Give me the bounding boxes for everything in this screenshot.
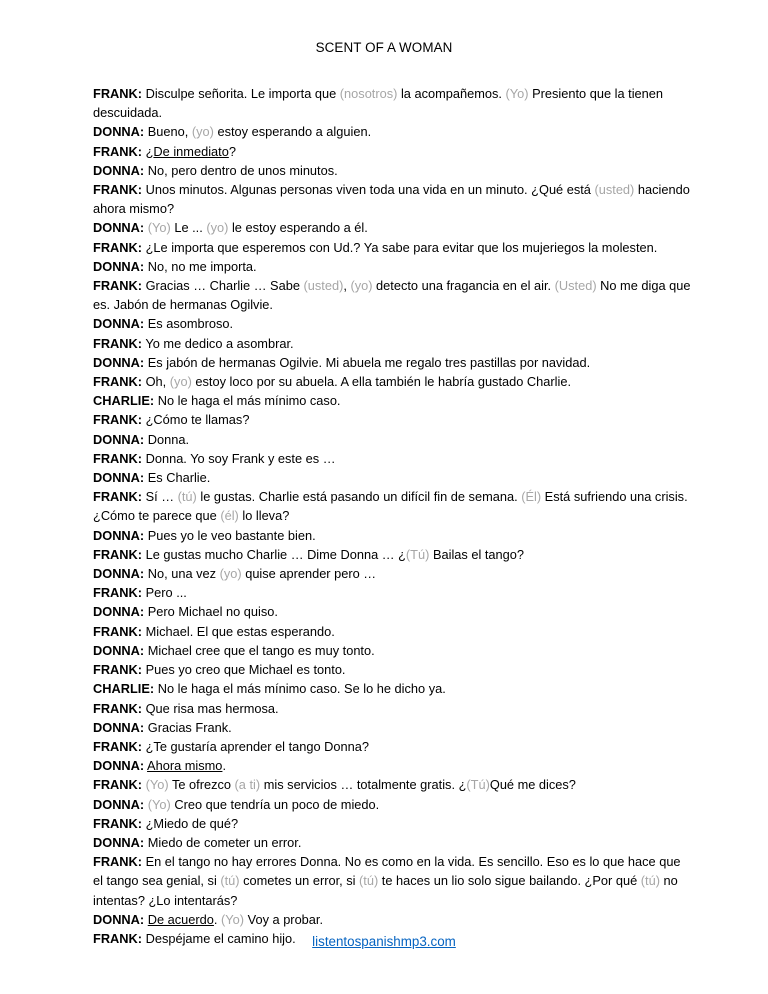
speaker-label: DONNA: — [93, 911, 145, 927]
line-text: No me diga que es. Jabón de hermanas Ogilvie. — [93, 278, 691, 313]
line-text: Bueno, — [144, 124, 192, 140]
pronoun-hint: (Yo) — [147, 796, 171, 812]
pronoun-hint: (yo) — [206, 220, 229, 236]
pronoun-hint: (Usted) — [554, 278, 597, 294]
line-text: Miedo de cometer un error. — [144, 834, 302, 850]
speaker-label: DONNA: — [93, 220, 145, 236]
dialogue-line — [93, 410, 693, 429]
speaker-label: DONNA: — [93, 796, 145, 812]
dialogue-line — [93, 276, 693, 314]
dialogue-line — [93, 564, 693, 583]
line-text: Michael cree que el tango es muy tonto. — [144, 642, 375, 658]
line-text: En el tango no hay errores Donna. No es como en la vida. Es sencillo. Eso es lo que hace que el tango sea genial, si — [93, 854, 681, 889]
dialogue-line — [93, 699, 693, 718]
line-text: ¿Le importa que esperemos con Ud.? Ya sabe para evitar que los mujeriegos la molesten. — [142, 239, 658, 255]
speaker-label: FRANK: — [93, 623, 143, 639]
speaker-label: DONNA: — [93, 719, 145, 735]
line-text: No, no me importa. — [144, 258, 257, 274]
line-text: Oh, — [142, 374, 170, 390]
line-text: ¿Te gustaría aprender el tango Donna? — [142, 738, 369, 754]
dialogue-line — [93, 449, 693, 468]
dialogue-line — [93, 353, 693, 372]
speaker-label: DONNA: — [93, 527, 145, 543]
line-text: le estoy esperando a él. — [228, 220, 368, 236]
line-text: Es asombroso. — [144, 316, 234, 332]
line-text: Es Charlie. — [144, 470, 211, 486]
line-text: Pero ... — [142, 585, 187, 601]
speaker-label: FRANK: — [93, 815, 143, 831]
speaker-label: FRANK: — [93, 546, 143, 562]
dialogue-line — [93, 142, 693, 161]
speaker-label: FRANK: — [93, 489, 143, 505]
line-text: No le haga el más mínimo caso. — [154, 393, 341, 409]
line-text: Despéjame el camino hijo. — [142, 930, 296, 946]
dialogue-line — [93, 756, 693, 775]
pronoun-hint: (tú) — [220, 873, 240, 889]
underlined-phrase: De inmediato — [153, 143, 229, 159]
pronoun-hint: (a ti) — [234, 777, 261, 793]
speaker-label: CHARLIE: — [93, 393, 155, 409]
line-text: Creo que tendría un poco de miedo. — [170, 796, 380, 812]
dialogue-line — [93, 257, 693, 276]
pronoun-hint: (tú) — [640, 873, 660, 889]
pronoun-hint: (Yo) — [145, 777, 169, 793]
pronoun-hint: (tú) — [359, 873, 379, 889]
pronoun-hint: (yo) — [169, 374, 192, 390]
dialogue-line — [93, 468, 693, 487]
dialogue-line — [93, 660, 693, 679]
speaker-label: FRANK: — [93, 738, 143, 754]
speaker-label: DONNA: — [93, 258, 145, 274]
speaker-label: FRANK: — [93, 239, 143, 255]
pronoun-hint: (Yo) — [505, 86, 529, 101]
line-text: ¿Miedo de qué? — [142, 815, 239, 831]
line-text: Voy a probar. — [244, 911, 324, 927]
line-text: Te ofrezco — [168, 777, 235, 793]
dialogue-line — [93, 334, 693, 353]
dialogue-line — [93, 775, 693, 794]
pronoun-hint: (Él) — [521, 489, 542, 505]
dialogue-line — [93, 641, 693, 660]
line-text: . — [222, 758, 226, 774]
speaker-label: DONNA: — [93, 834, 145, 850]
speaker-label: DONNA: — [93, 316, 145, 332]
line-text: Disculpe señorita. Le importa que — [142, 86, 340, 101]
dialogue-line — [93, 737, 693, 756]
dialogue-line — [93, 814, 693, 833]
line-text: haciendo ahora mismo? — [93, 182, 690, 217]
pronoun-hint: (usted) — [303, 278, 344, 294]
speaker-label: FRANK: — [93, 930, 143, 946]
line-text: Pero Michael no quiso. — [144, 604, 278, 620]
line-text: quise aprender pero … — [241, 566, 377, 582]
speaker-label: DONNA: — [93, 354, 145, 370]
speaker-label: FRANK: — [93, 335, 143, 351]
speaker-label: FRANK: — [93, 777, 143, 793]
pronoun-hint: (yo) — [191, 124, 214, 140]
dialogue-line — [93, 910, 693, 929]
line-text: , — [343, 278, 351, 294]
line-text: No, una vez — [144, 566, 220, 582]
dialogue-line — [93, 583, 693, 602]
footer-link[interactable]: listentospanishmp3.com — [312, 934, 456, 949]
speaker-label: CHARLIE: — [93, 681, 155, 697]
line-text: Yo me dedico a asombrar. — [142, 335, 294, 351]
line-text: detecto una fragancia en el air. — [372, 278, 555, 294]
speaker-label: DONNA: — [93, 566, 145, 582]
pronoun-hint: (tú) — [177, 489, 197, 505]
dialogue-line — [93, 122, 693, 141]
dialogue-body — [93, 84, 693, 948]
line-text: Pues yo le veo bastante bien. — [144, 527, 316, 543]
line-text: le gustas. Charlie está pasando un difícil fin de semana. — [196, 489, 522, 505]
line-text: Qué me dices? — [489, 777, 576, 793]
speaker-label: FRANK: — [93, 374, 143, 390]
dialogue-line — [93, 602, 693, 621]
line-text: Presiento que la tienen descuidada. — [93, 86, 664, 121]
line-text: no intentas? ¿Lo intentarás? — [93, 873, 678, 908]
line-text: la acompañemos. — [397, 86, 506, 101]
dialogue-line — [93, 180, 693, 218]
speaker-label: DONNA: — [93, 642, 145, 658]
dialogue-line — [93, 372, 693, 391]
dialogue-line — [93, 526, 693, 545]
line-text: estoy loco por su abuela. A ella también le habría gustado Charlie. — [191, 374, 572, 390]
dialogue-line — [93, 314, 693, 333]
pronoun-hint: (Tú) — [466, 777, 490, 793]
line-text: No le haga el más mínimo caso. Se lo he dicho ya. — [154, 681, 446, 697]
line-text: lo lleva? — [238, 508, 290, 524]
speaker-label: FRANK: — [93, 412, 143, 428]
speaker-label: FRANK: — [93, 585, 143, 601]
speaker-label: DONNA: — [93, 604, 145, 620]
speaker-label: FRANK: — [93, 662, 143, 678]
line-text: Donna. Yo soy Frank y este es … — [142, 450, 336, 466]
pronoun-hint: (yo) — [219, 566, 242, 582]
line-text: cometes un error, si — [239, 873, 360, 889]
line-text: mis servicios … totalmente gratis. ¿ — [260, 777, 467, 793]
dialogue-line — [93, 391, 693, 410]
pronoun-hint: (Yo) — [221, 911, 245, 927]
line-text: estoy esperando a alguien. — [213, 124, 372, 140]
line-text: Le gustas mucho Charlie … Dime Donna … ¿ — [142, 546, 406, 562]
dialogue-line — [93, 795, 693, 814]
pronoun-hint: (él) — [220, 508, 239, 524]
speaker-label: FRANK: — [93, 278, 143, 294]
page-title: SCENT OF A WOMAN — [315, 40, 453, 55]
pronoun-hint: (Yo) — [147, 220, 171, 236]
speaker-label: FRANK: — [93, 854, 143, 870]
dialogue-line — [93, 84, 693, 122]
speaker-label: DONNA: — [93, 431, 145, 447]
dialogue-line — [93, 718, 693, 737]
line-text: ? — [228, 143, 236, 159]
speaker-label: FRANK: — [93, 450, 143, 466]
dialogue-line — [93, 833, 693, 852]
dialogue-line — [93, 679, 693, 698]
pronoun-hint: (nosotros) — [339, 86, 398, 101]
dialogue-line — [93, 238, 693, 257]
speaker-label: DONNA: — [93, 758, 145, 774]
line-text: Gracias Frank. — [144, 719, 232, 735]
line-text: ¿Cómo te llamas? — [142, 412, 250, 428]
dialogue-line — [93, 622, 693, 641]
line-text: Bailas el tango? — [429, 546, 525, 562]
line-text: ¿ — [142, 143, 154, 159]
line-text: Gracias … Charlie … Sabe — [142, 278, 304, 294]
line-text: Michael. El que estas esperando. — [142, 623, 335, 639]
line-text: Pues yo creo que Michael es tonto. — [142, 662, 346, 678]
line-text: Que risa mas hermosa. — [142, 700, 279, 716]
dialogue-line — [93, 161, 693, 180]
dialogue-line — [93, 545, 693, 564]
speaker-label: FRANK: — [93, 143, 143, 159]
line-text: Donna. — [144, 431, 190, 447]
dialogue-line — [93, 218, 693, 237]
speaker-label: DONNA: — [93, 162, 145, 178]
pronoun-hint: (usted) — [594, 182, 635, 198]
speaker-label: FRANK: — [93, 700, 143, 716]
line-text: No, pero dentro de unos minutos. — [144, 162, 338, 178]
line-text: Le ... — [170, 220, 207, 236]
underlined-phrase: De acuerdo — [147, 911, 214, 927]
dialogue-line — [93, 487, 693, 525]
underlined-phrase: Ahora mismo — [147, 758, 223, 774]
speaker-label: FRANK: — [93, 182, 143, 198]
pronoun-hint: (yo) — [350, 278, 373, 294]
line-text: Unos minutos. Algunas personas viven toda una vida en un minuto. ¿Qué está — [142, 182, 595, 198]
pronoun-hint: (Tú) — [405, 546, 430, 562]
speaker-label: FRANK: — [93, 86, 143, 101]
line-text: Es jabón de hermanas Ogilvie. Mi abuela me regalo tres pastillas por navidad. — [144, 354, 591, 370]
speaker-label: DONNA: — [93, 124, 145, 140]
dialogue-line — [93, 852, 693, 910]
line-text: . — [213, 911, 222, 927]
page-footer — [0, 934, 768, 949]
line-text: Sí … — [142, 489, 178, 505]
speaker-label: DONNA: — [93, 470, 145, 486]
dialogue-line — [93, 430, 693, 449]
line-text: Está sufriendo una crisis. ¿Cómo te parece que — [93, 489, 688, 524]
line-text: te haces un lio solo sigue bailando. ¿Por qué — [378, 873, 641, 889]
